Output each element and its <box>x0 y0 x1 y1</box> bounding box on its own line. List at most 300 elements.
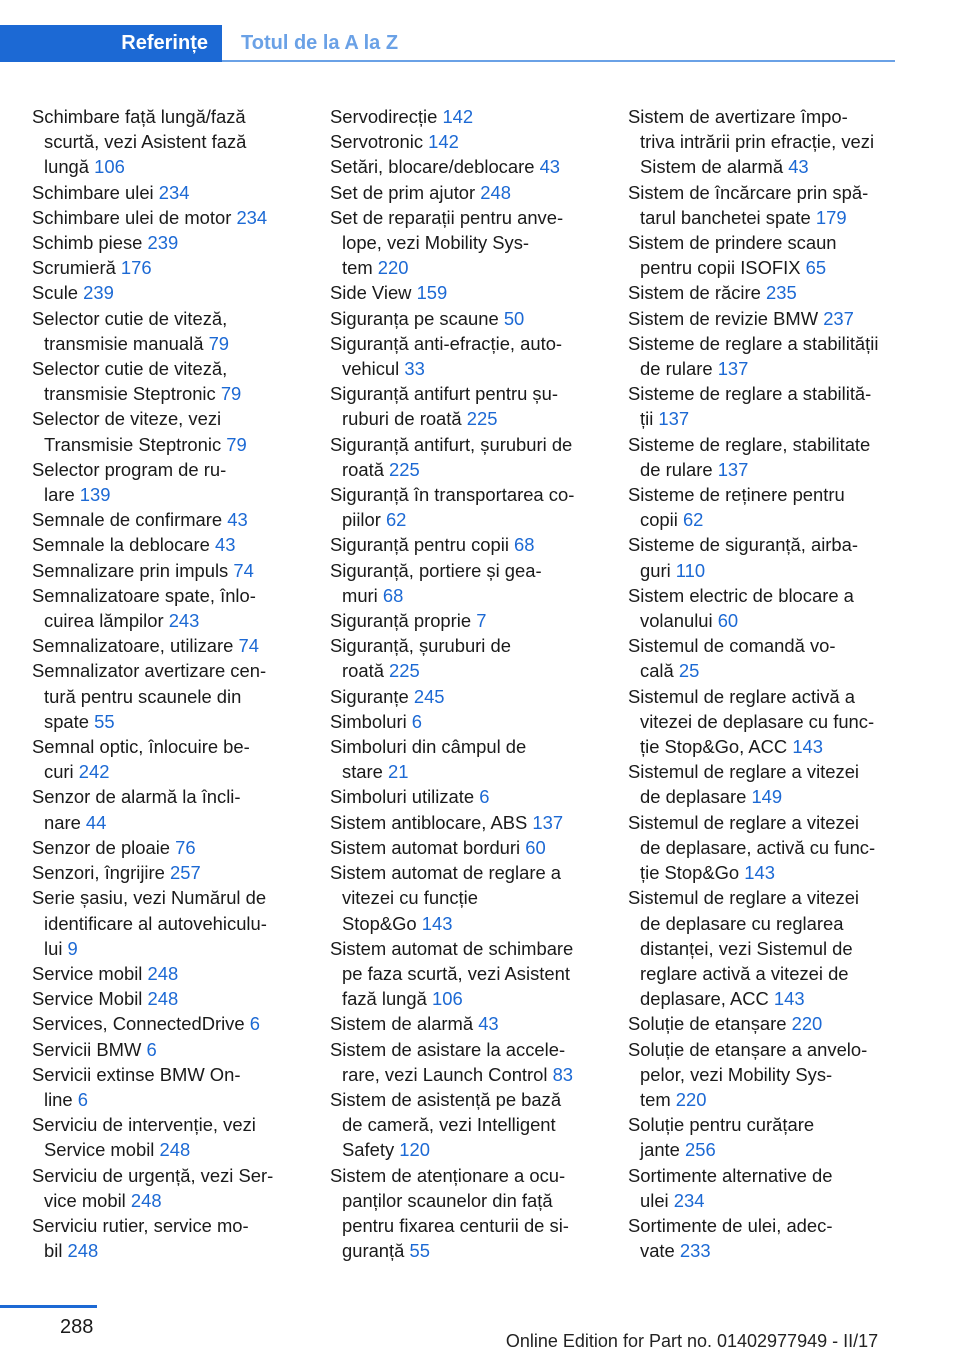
index-entry-text: Service mobil <box>32 962 148 984</box>
index-entry-text: stare <box>342 761 388 783</box>
page-reference-link[interactable]: 142 <box>428 131 459 153</box>
index-entry <box>32 180 314 205</box>
index-entry-text: Sistem automat de schimbare <box>330 937 574 959</box>
page-reference-link[interactable]: 248 <box>67 1240 99 1262</box>
index-entry-text: Servodirecție <box>330 106 443 127</box>
page-reference-link[interactable]: 68 <box>514 534 535 556</box>
page-reference-link[interactable]: 106 <box>94 156 125 178</box>
page-reference-link[interactable]: 248 <box>147 962 179 984</box>
index-entry-text: lui <box>44 937 68 959</box>
index-entry <box>330 306 612 331</box>
index-entry <box>32 1037 314 1062</box>
index-entry-text: Sortimente de ulei, adec‐ <box>628 1214 833 1236</box>
index-entry-text: cală <box>640 660 679 682</box>
index-entry-text: nare <box>44 811 86 833</box>
index-entry <box>628 331 900 381</box>
index-entry-text: Sistem de încărcare prin spă‐ <box>628 181 869 203</box>
index-entry-text: Sisteme de reglare a stabilității <box>628 332 879 354</box>
index-entry-text: vehicul <box>342 358 405 380</box>
index-entry <box>330 1011 612 1036</box>
index-entry-text: Simboluri din câmpul de <box>330 736 527 758</box>
index-entry <box>330 860 612 936</box>
page-reference-link[interactable]: 6 <box>249 1013 260 1035</box>
index-entry-text: Semnal optic, înlocuire be‐ <box>32 736 250 758</box>
index-entry-text: Serie șasiu, vezi Numărul de <box>32 887 267 909</box>
index-entry <box>330 1163 612 1264</box>
index-entry-text: Senzor de alarmă la încli‐ <box>32 786 241 808</box>
index-entry-text: vice mobil <box>44 1189 131 1211</box>
index-entry-text: Semnalizator avertizare cen‐ <box>32 660 267 682</box>
index-entry-text: Sisteme de reglare a stabilită‐ <box>628 383 872 405</box>
index-entry-text: Sistemul de reglare a vitezei <box>628 887 860 909</box>
page-reference-link[interactable]: 6 <box>479 786 490 808</box>
index-entry <box>628 180 900 230</box>
index-entry-text: Sistem de prindere scaun <box>628 232 837 254</box>
page-reference-link[interactable]: 225 <box>389 660 420 682</box>
index-entry <box>32 280 314 305</box>
page-reference-link[interactable]: 21 <box>388 761 409 783</box>
index-entry <box>32 658 314 734</box>
index-entry <box>32 406 314 456</box>
index-entry-text: Schimbare ulei <box>32 181 159 203</box>
page-reference-link[interactable]: 235 <box>765 282 797 304</box>
index-entry <box>330 280 612 305</box>
page-reference-link[interactable]: 50 <box>503 307 525 329</box>
page-reference-link[interactable]: 62 <box>682 509 704 531</box>
index-entry-text: Sistem de avertizare împo‐ <box>628 106 848 127</box>
index-entry-text: Serviciu rutier, service mo‐ <box>32 1214 249 1236</box>
page-reference-link[interactable]: 43 <box>227 509 248 531</box>
index-entry-text: cuirea lămpilor <box>44 610 169 632</box>
index-entry <box>330 205 612 281</box>
index-entry-text: Siguranță, portiere și gea‐ <box>330 559 542 581</box>
section-tab-references[interactable]: Referințe <box>0 25 222 62</box>
index-entry-text: Sisteme de siguranță, airba‐ <box>628 534 858 556</box>
index-entry-text: pe faza scurtă, vezi Asistent <box>342 962 570 984</box>
page-reference-link[interactable]: 79 <box>220 383 242 405</box>
index-entry <box>628 633 900 683</box>
page-reference-link[interactable]: 137 <box>717 358 749 380</box>
index-entry <box>628 482 900 532</box>
index-entry <box>32 784 314 834</box>
index-entry <box>330 558 612 608</box>
index-entry-text: muri <box>342 584 383 606</box>
index-entry <box>32 835 314 860</box>
page-reference-link[interactable]: 7 <box>476 610 487 632</box>
page-reference-link[interactable]: 74 <box>233 559 254 581</box>
edition-note: Online Edition for Part no. 01402977949 - II/17 <box>505 1331 879 1351</box>
page-reference-link[interactable]: 143 <box>773 988 805 1010</box>
index-entry-text: tarul banchetei spate <box>640 206 816 228</box>
index-entry-text: tură pentru scaunele din <box>44 685 242 707</box>
page-reference-link[interactable]: 68 <box>382 584 404 606</box>
index-entry <box>628 1112 900 1162</box>
index-entry-text: Scule <box>32 282 84 304</box>
index-entry-text: lope, vezi Mobility Sys‐ <box>342 232 530 254</box>
index-entry-text: Selector cutie de viteză, <box>32 307 228 329</box>
index-entry-text: scurtă, vezi Asistent fază <box>44 131 247 153</box>
page-reference-link[interactable]: 6 <box>146 1038 157 1060</box>
index-entry <box>330 1037 612 1087</box>
index-entry-text: Servicii extinse BMW On‐ <box>32 1063 241 1085</box>
index-entry-text: rare, vezi Launch Control <box>342 1063 553 1085</box>
index-entry-text: Siguranță anti-efracție, auto‐ <box>330 332 563 354</box>
index-entry-text: copii <box>640 509 683 531</box>
index-entry <box>32 255 314 280</box>
index-entry-text: Services, ConnectedDrive <box>32 1013 250 1035</box>
page-reference-link[interactable]: 137 <box>717 458 749 480</box>
page-reference-link[interactable]: 220 <box>675 1088 707 1110</box>
index-entry <box>32 306 314 356</box>
page-reference-link[interactable]: 234 <box>673 1189 705 1211</box>
index-entry <box>32 1163 314 1213</box>
index-entry-text: fază lungă <box>342 988 432 1010</box>
index-entry <box>628 306 900 331</box>
index-entry <box>32 230 314 255</box>
index-entry-text: Soluție pentru curățare <box>628 1114 815 1136</box>
page-reference-link[interactable]: 43 <box>788 156 809 178</box>
index-entry-text: roată <box>342 458 390 480</box>
page-reference-link[interactable]: 33 <box>404 358 425 380</box>
page-reference-link[interactable]: 149 <box>751 786 783 808</box>
page-reference-link[interactable]: 76 <box>175 836 196 858</box>
index-entry <box>32 734 314 784</box>
index-entry-text: volanului <box>640 610 718 632</box>
index-entry <box>628 1213 900 1263</box>
index-entry <box>330 734 612 784</box>
index-entry-text: curi <box>44 761 79 783</box>
page-reference-link[interactable]: 25 <box>678 660 700 682</box>
index-entry-text: transmisie manuală <box>44 332 209 354</box>
index-entry <box>32 1062 314 1112</box>
index-entry-text: Senzor de ploaie <box>32 836 176 858</box>
index-entry <box>32 205 314 230</box>
index-entry <box>628 230 900 280</box>
index-entry-text: Sistemul de reglare a vitezei <box>628 811 860 833</box>
index-entry-text: Selector cutie de viteză, <box>32 358 228 380</box>
index-entry <box>330 810 612 835</box>
index-entry <box>330 482 612 532</box>
index-entry-text: Set de prim ajutor <box>330 181 481 203</box>
index-entry-text: ție Stop&Go, ACC <box>640 736 793 758</box>
index-entry-text: Safety <box>342 1139 400 1161</box>
page-reference-link[interactable]: 106 <box>431 988 463 1010</box>
index-entry-text: Sistem antiblocare, ABS <box>330 811 533 833</box>
index-entry-text: Serviciu de intervenție, vezi <box>32 1114 256 1136</box>
page-reference-link[interactable]: 9 <box>67 937 78 959</box>
index-entry <box>32 356 314 406</box>
index-entry <box>330 381 612 431</box>
index-entry-text: Sistem automat borduri <box>330 836 526 858</box>
page-reference-link[interactable]: 55 <box>409 1240 430 1262</box>
page-reference-link[interactable]: 137 <box>532 811 564 833</box>
index-entry-text: Schimbare ulei de motor <box>32 206 237 228</box>
page-reference-link[interactable]: 243 <box>168 610 200 632</box>
index-entry-text: Semnalizare prin impuls <box>32 559 234 581</box>
index-entry-text: Sistem de revizie BMW <box>628 307 824 329</box>
index-entry-text: Sisteme de reglare, stabilitate <box>628 433 871 455</box>
index-entry <box>32 104 314 180</box>
index-entry-text: Siguranță antifurt, șuruburi de <box>330 433 573 455</box>
index-entry <box>628 104 900 180</box>
index-entry-text: de rulare <box>640 458 718 480</box>
index-entry-text: Soluție de etanșare a anvelo‐ <box>628 1038 868 1060</box>
index-entry-text: vate <box>640 1240 680 1262</box>
page-reference-link[interactable]: 225 <box>389 458 420 480</box>
index-entry-text: Soluție de etanșare <box>628 1013 792 1035</box>
index-entry-text: Sistemul de comandă vo‐ <box>628 635 836 657</box>
index-entry-text: Scrumieră <box>32 257 121 279</box>
index-entry-text: ții <box>640 408 659 430</box>
page-reference-link[interactable]: 234 <box>236 206 268 228</box>
page-reference-link[interactable]: 120 <box>399 1139 430 1161</box>
index-entry <box>330 684 612 709</box>
index-entry <box>32 1112 314 1162</box>
index-entry <box>32 507 314 532</box>
index-entry <box>330 608 612 633</box>
index-entry-text: de cameră, vezi Intelligent <box>342 1114 556 1136</box>
index-entry-text: pelor, vezi Mobility Sys‐ <box>640 1063 833 1085</box>
index-entry <box>628 532 900 582</box>
index-entry <box>628 885 900 1011</box>
index-entry-text: jante <box>640 1139 685 1161</box>
page-reference-link[interactable]: 139 <box>79 484 111 506</box>
index-entry-text: bil <box>44 1240 68 1262</box>
index-entry <box>330 936 612 1012</box>
page-reference-link[interactable]: 248 <box>130 1189 162 1211</box>
page-reference-link[interactable]: 234 <box>158 181 190 203</box>
page-reference-link[interactable]: 79 <box>208 332 230 354</box>
index-entry <box>628 1011 900 1036</box>
index-entry <box>330 432 612 482</box>
page-reference-link[interactable]: 220 <box>377 257 409 279</box>
index-entry <box>330 129 612 154</box>
index-entry <box>628 810 900 886</box>
index-entry <box>330 154 612 179</box>
page-reference-link[interactable]: 74 <box>238 635 259 657</box>
index-entry <box>32 583 314 633</box>
index-entry-text: Sistem de asistență pe bază <box>330 1088 562 1110</box>
index-entry-text: tem <box>342 257 378 279</box>
page-reference-link[interactable]: 143 <box>792 736 823 758</box>
index-entry <box>628 1037 900 1113</box>
index-entry-text: reglare activă a vitezei de <box>640 962 849 984</box>
page-reference-link[interactable]: 242 <box>78 761 110 783</box>
index-entry <box>628 759 900 809</box>
index-entry-text: Siguranță proprie <box>330 610 477 632</box>
page-reference-link[interactable]: 179 <box>815 206 847 228</box>
index-entry <box>330 1087 612 1163</box>
index-entry-text: Semnalizatoare, utilizare <box>32 635 239 657</box>
page-reference-link[interactable]: 239 <box>147 232 179 254</box>
index-entry <box>330 784 612 809</box>
page-reference-link[interactable]: 65 <box>805 257 827 279</box>
page-reference-link[interactable]: 257 <box>169 862 201 884</box>
index-entry <box>32 986 314 1011</box>
page-reference-link[interactable]: 143 <box>421 912 453 934</box>
index-entry <box>32 532 314 557</box>
index-entry-text: Schimb piese <box>32 232 148 254</box>
index-entry-text: Senzori, îngrijire <box>32 862 170 884</box>
index-entry-text: Sistem de asistare la accele‐ <box>330 1038 566 1060</box>
index-entry-text: de deplasare <box>640 786 752 808</box>
index-entry-text: tem <box>640 1088 676 1110</box>
index-entry <box>628 583 900 633</box>
index-entry-text: Sistem de atenționare a ocu‐ <box>330 1164 566 1186</box>
index-entry <box>32 1213 314 1263</box>
index-entry-text: triva intrării prin efracție, vezi <box>640 131 875 153</box>
index-entry-text: Siguranță, șuruburi de <box>330 635 511 657</box>
index-entry-text: piilor <box>342 509 386 531</box>
index-entry-text: Side View <box>330 282 417 304</box>
index-entry <box>628 684 900 760</box>
page-reference-link[interactable]: 237 <box>823 307 854 329</box>
index-entry-text: Selector program de ru‐ <box>32 458 227 480</box>
page-reference-link[interactable]: 220 <box>791 1013 823 1035</box>
page-reference-link[interactable]: 6 <box>411 710 422 732</box>
index-entry <box>32 860 314 885</box>
index-entry-text: Servotronic <box>330 131 429 153</box>
index-entry-text: line <box>44 1088 78 1110</box>
index-entry <box>330 532 612 557</box>
page-reference-link[interactable]: 142 <box>442 106 474 127</box>
index-entry-text: Setări, blocare/deblocare <box>330 156 540 178</box>
index-entry-text: Siguranța pe scaune <box>330 307 504 329</box>
page-reference-link[interactable]: 60 <box>525 836 546 858</box>
index-entry-text: ție Stop&Go <box>640 862 745 884</box>
index-entry-text: de rulare <box>640 358 718 380</box>
index-entry-text: identificare al autovehiculu‐ <box>44 912 267 934</box>
index-entry-text: guranță <box>342 1240 410 1262</box>
index-entry <box>330 331 612 381</box>
index-entry-text: Sistem automat de reglare a <box>330 862 562 884</box>
index-entry-text: Set de reparații pentru anve‐ <box>330 206 564 228</box>
index-entry-text: Serviciu de urgență, vezi Ser‐ <box>32 1164 274 1186</box>
index-entry-text: Sisteme de reținere pentru <box>628 484 845 506</box>
index-entry-text: Service mobil <box>44 1139 160 1161</box>
index-entry <box>330 180 612 205</box>
index-entry-text: Servicii BMW <box>32 1038 147 1060</box>
page-reference-link[interactable]: 43 <box>215 534 236 556</box>
index-entry-text: Siguranță în transportarea co‐ <box>330 484 575 506</box>
index-entry-text: Semnalizatoare spate, înlo‐ <box>32 584 256 606</box>
index-column-3 <box>628 104 900 1263</box>
index-entry-text: panților scaunelor din față <box>342 1189 553 1211</box>
page-reference-link[interactable]: 239 <box>83 282 114 304</box>
index-entry <box>32 457 314 507</box>
index-entry <box>330 709 612 734</box>
index-entry-text: Sistem de alarmă <box>640 156 789 178</box>
index-entry-text: Sistemul de reglare activă a <box>628 685 855 707</box>
index-entry <box>32 885 314 961</box>
page-reference-link[interactable]: 44 <box>85 811 107 833</box>
page-reference-link[interactable]: 43 <box>539 156 561 178</box>
index-entry-text: Sistem electric de blocare a <box>628 584 854 606</box>
index-entry-text: ulei <box>640 1189 674 1211</box>
index-entry-text: deplasare, ACC <box>640 988 774 1010</box>
index-entry <box>32 633 314 658</box>
index-entry-text: lare <box>44 484 80 506</box>
page-reference-link[interactable]: 225 <box>466 408 498 430</box>
index-entry-text: Service Mobil <box>32 988 148 1010</box>
page-reference-link[interactable]: 137 <box>658 408 690 430</box>
index-entry-text: Sistem de alarmă <box>330 1013 479 1035</box>
page-reference-link[interactable]: 143 <box>744 862 775 884</box>
index-entry-text: distanței, vezi Sistemul de <box>640 937 853 959</box>
index-entry <box>32 558 314 583</box>
index-entry-text: Transmisie Steptronic <box>44 433 227 455</box>
page-reference-link[interactable]: 62 <box>385 509 407 531</box>
index-entry-text: ruburi de roată <box>342 408 467 430</box>
index-entry-text: Semnale de confirmare <box>32 509 228 531</box>
index-entry-text: Simboluri utilizate <box>330 786 480 808</box>
index-entry <box>628 280 900 305</box>
page-reference-link[interactable]: 60 <box>717 610 739 632</box>
index-entry-text: Siguranțe <box>330 685 414 707</box>
page-reference-link[interactable]: 110 <box>675 559 706 581</box>
page-reference-link[interactable]: 159 <box>416 282 448 304</box>
index-entry-text: Selector de viteze, vezi <box>32 408 222 430</box>
page-reference-link[interactable]: 43 <box>478 1013 499 1035</box>
index-entry-text: Simboluri <box>330 710 412 732</box>
page-number: 288 <box>60 1316 94 1338</box>
index-entry-text: de deplasare cu reglarea <box>640 912 844 934</box>
index-entry-text: Sistemul de reglare a vitezei <box>628 761 860 783</box>
index-entry-text: roată <box>342 660 390 682</box>
index-entry <box>32 1011 314 1036</box>
index-entry <box>628 1163 900 1213</box>
index-column-2 <box>330 104 612 1263</box>
index-entry-text: pentru fixarea centurii de si‐ <box>342 1214 569 1236</box>
page-reference-link[interactable]: 248 <box>147 988 179 1010</box>
page-reference-link[interactable]: 55 <box>94 710 115 732</box>
index-entry-text: Siguranță pentru copii <box>330 534 515 556</box>
index-entry <box>32 961 314 986</box>
index-entry-text: de deplasare, activă cu func‐ <box>640 836 876 858</box>
index-entry-text: transmisie Steptronic <box>44 383 221 405</box>
page-reference-link[interactable]: 256 <box>685 1139 716 1161</box>
footer-rule <box>0 1305 97 1308</box>
index-entry-text: Stop&Go <box>342 912 422 934</box>
index-entry <box>330 835 612 860</box>
page-header <box>0 0 895 62</box>
index-entry-text: Sistem de răcire <box>628 282 766 304</box>
page-reference-link[interactable]: 83 <box>552 1063 574 1085</box>
index-entry-text: vitezei cu funcție <box>342 887 478 909</box>
page-reference-link[interactable]: 176 <box>120 257 152 279</box>
page-reference-link[interactable]: 79 <box>226 433 247 455</box>
index-column-1 <box>32 104 314 1263</box>
page-reference-link[interactable]: 248 <box>480 181 511 203</box>
section-tab-a-to-z[interactable]: Totul de la A la Z <box>241 32 399 54</box>
index-entry <box>628 381 900 431</box>
index-entry-text: pentru copii ISOFIX <box>640 257 806 279</box>
index-entry-text: guri <box>640 559 676 581</box>
index-entry-text: Siguranță antifurt pentru șu‐ <box>330 383 558 405</box>
index-entry-text: Sortimente alternative de <box>628 1164 833 1186</box>
index-entry <box>330 104 612 129</box>
page-reference-link[interactable]: 233 <box>679 1240 711 1262</box>
index-entry <box>628 432 900 482</box>
page-reference-link[interactable]: 248 <box>159 1139 191 1161</box>
index-entry <box>330 633 612 683</box>
index-entry-text: Schimbare față lungă/fază <box>32 106 246 127</box>
index-entry-text: lungă <box>44 156 95 178</box>
page-reference-link[interactable]: 245 <box>413 685 445 707</box>
index-entry-text: spate <box>44 710 95 732</box>
page-reference-link[interactable]: 6 <box>77 1088 88 1110</box>
index-entry-text: vitezei de deplasare cu func‐ <box>640 710 875 732</box>
